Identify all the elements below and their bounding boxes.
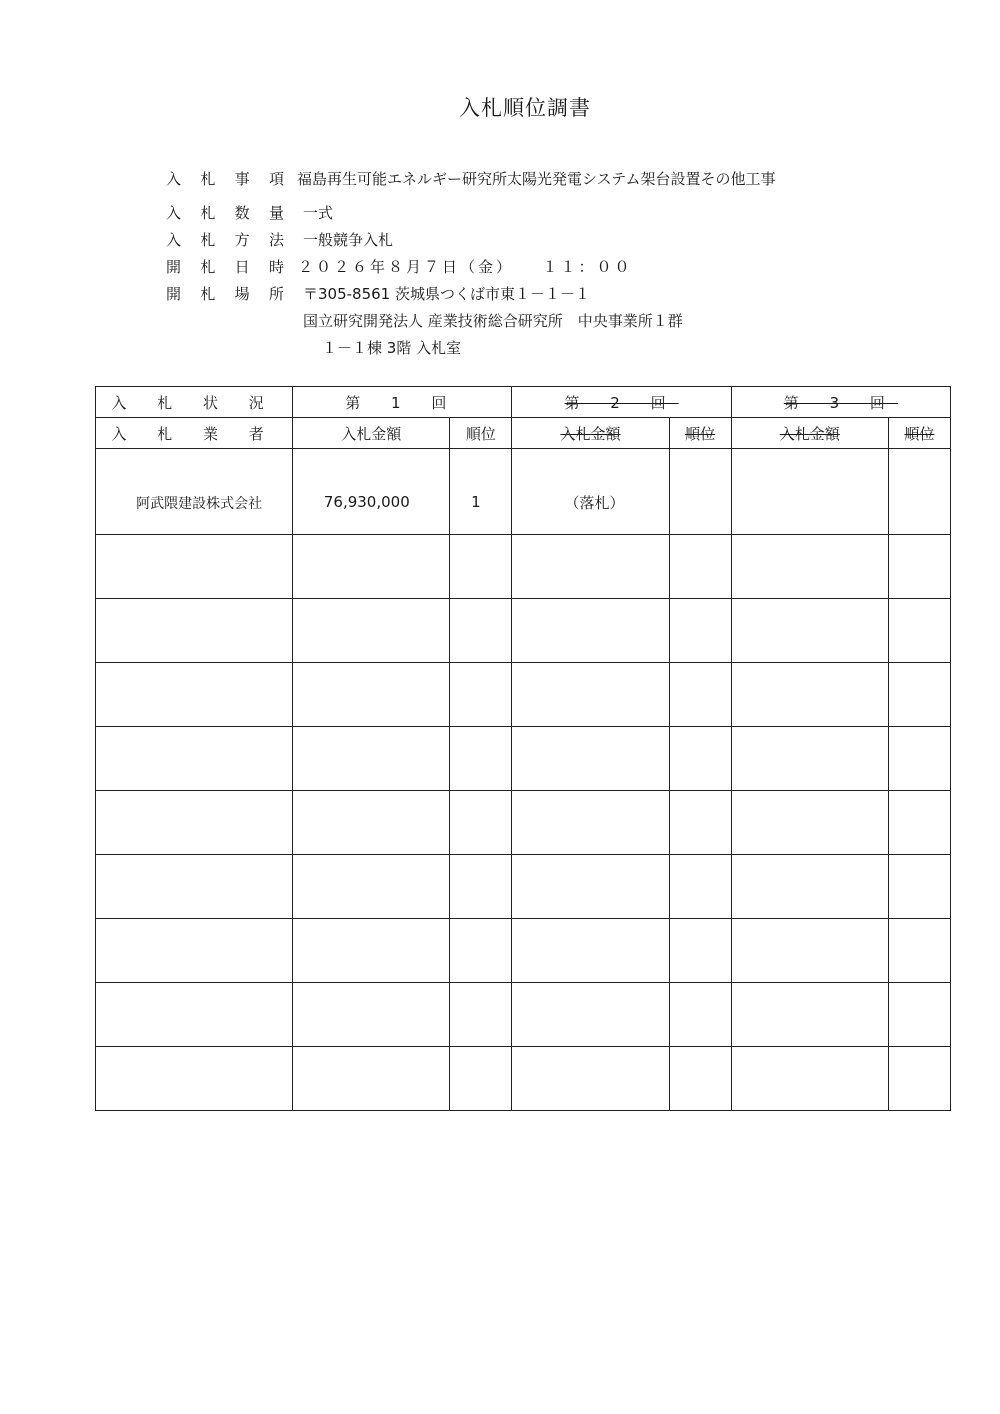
- header-row-columns: [96, 418, 951, 449]
- empty-cell: [888, 791, 950, 855]
- bid-quantity-label: 入 札 数 量: [166, 204, 284, 222]
- table-row: [96, 919, 951, 983]
- table-row: [96, 855, 951, 919]
- bidder-name: 阿武隈建設株式会社: [96, 449, 293, 535]
- empty-cell: [888, 983, 950, 1047]
- empty-cell: [512, 535, 669, 599]
- round-1-amount-header: 入札金額: [293, 418, 450, 449]
- empty-cell: [669, 919, 731, 983]
- empty-cell: [731, 599, 888, 663]
- opening-datetime-label: 開 札 日 時: [166, 258, 284, 276]
- empty-cell: [450, 727, 512, 791]
- empty-cell: [512, 1047, 669, 1111]
- bid-method-value: 一般競争入札: [303, 231, 394, 249]
- bid-item-value: 福島再生可能エネルギー研究所太陽光発電システム架台設置その他工事: [297, 170, 776, 188]
- empty-cell: [888, 855, 950, 919]
- round-3-amount-header: 入札金額: [731, 418, 888, 449]
- empty-cell: [731, 663, 888, 727]
- bid-method-label: 入 札 方 法: [166, 231, 284, 249]
- empty-cell: [669, 791, 731, 855]
- empty-cell: [731, 791, 888, 855]
- round-2-rank-header: 順位: [669, 418, 731, 449]
- empty-cell: [450, 791, 512, 855]
- bidder-header: 入 札 業 者: [96, 418, 293, 449]
- empty-cell: [450, 535, 512, 599]
- round-2-amount-header: 入札金額: [512, 418, 669, 449]
- empty-cell: [293, 919, 450, 983]
- round-1-header: 第 1 回: [293, 387, 512, 418]
- opening-place-line3: １－１棟 3階 入札室: [322, 339, 462, 357]
- table-row: [96, 791, 951, 855]
- empty-cell: [96, 535, 293, 599]
- empty-cell: [669, 727, 731, 791]
- empty-cell: [96, 983, 293, 1047]
- empty-cell: [888, 727, 950, 791]
- empty-cell: [888, 599, 950, 663]
- empty-cell: [450, 663, 512, 727]
- table-row: [96, 663, 951, 727]
- empty-cell: [293, 791, 450, 855]
- empty-cell: [512, 855, 669, 919]
- table-row: [96, 599, 951, 663]
- empty-cell: [731, 855, 888, 919]
- empty-cell: [96, 791, 293, 855]
- round-1-rank-header: 順位: [450, 418, 512, 449]
- empty-cell: [450, 919, 512, 983]
- empty-cell: [293, 727, 450, 791]
- empty-cell: [888, 663, 950, 727]
- empty-cell: [96, 855, 293, 919]
- empty-cell: [512, 727, 669, 791]
- empty-cell: [731, 919, 888, 983]
- empty-cell: [450, 1047, 512, 1111]
- bid-amount: 76,930,000: [293, 449, 450, 535]
- empty-cell: [669, 983, 731, 1047]
- bid-status-header: 入 札 状 況: [96, 387, 293, 418]
- round-3-header: 第 3 回: [731, 387, 950, 418]
- empty-cell: [450, 983, 512, 1047]
- empty-cell: [96, 663, 293, 727]
- empty-cell: [888, 1047, 950, 1111]
- header-row-rounds: [96, 387, 951, 418]
- empty-cell: [293, 983, 450, 1047]
- table-row: [96, 535, 951, 599]
- empty-cell: [512, 791, 669, 855]
- empty-cell: [731, 1047, 888, 1111]
- empty-cell: [512, 599, 669, 663]
- table-row: [96, 1047, 951, 1111]
- empty-cell: [669, 535, 731, 599]
- empty-cell: [450, 855, 512, 919]
- opening-place-label: 開 札 場 所: [166, 285, 284, 303]
- empty-cell: [96, 727, 293, 791]
- bid-item-label: 入 札 事 項: [166, 170, 284, 188]
- empty-cell: [512, 663, 669, 727]
- empty-cell: [731, 983, 888, 1047]
- empty-cell: [96, 1047, 293, 1111]
- empty-cell: [293, 599, 450, 663]
- table-row: [96, 983, 951, 1047]
- empty-cell: [669, 855, 731, 919]
- empty-cell: [669, 1047, 731, 1111]
- empty-cell: [450, 599, 512, 663]
- table-row: [96, 449, 951, 535]
- bid-rank: 1: [450, 449, 512, 535]
- award-note: （落札）: [512, 449, 669, 535]
- document-title: 入札順位調書: [459, 96, 591, 120]
- empty-cell: [293, 855, 450, 919]
- empty-cell: [669, 449, 731, 535]
- empty-cell: [731, 449, 888, 535]
- empty-cell: [669, 599, 731, 663]
- bid-ranking-table: [95, 386, 951, 1111]
- empty-cell: [888, 449, 950, 535]
- empty-cell: [512, 983, 669, 1047]
- empty-cell: [96, 599, 293, 663]
- round-2-header: 第 2 回: [512, 387, 731, 418]
- empty-cell: [512, 919, 669, 983]
- empty-cell: [888, 535, 950, 599]
- empty-cell: [731, 535, 888, 599]
- bid-quantity-value: 一式: [303, 204, 334, 222]
- table-row: [96, 727, 951, 791]
- empty-cell: [888, 919, 950, 983]
- opening-place-line1: 〒305-8561 茨城県つくば市東１－１－１: [303, 285, 590, 303]
- empty-cell: [293, 1047, 450, 1111]
- opening-place-line2: 国立研究開発法人 産業技術総合研究所 中央事業所１群: [303, 312, 683, 330]
- opening-datetime-value: ２０２６年８月７日（金） １１：００: [298, 258, 633, 276]
- empty-cell: [293, 663, 450, 727]
- empty-cell: [731, 727, 888, 791]
- empty-cell: [669, 663, 731, 727]
- empty-cell: [96, 919, 293, 983]
- empty-cell: [293, 535, 450, 599]
- round-3-rank-header: 順位: [888, 418, 950, 449]
